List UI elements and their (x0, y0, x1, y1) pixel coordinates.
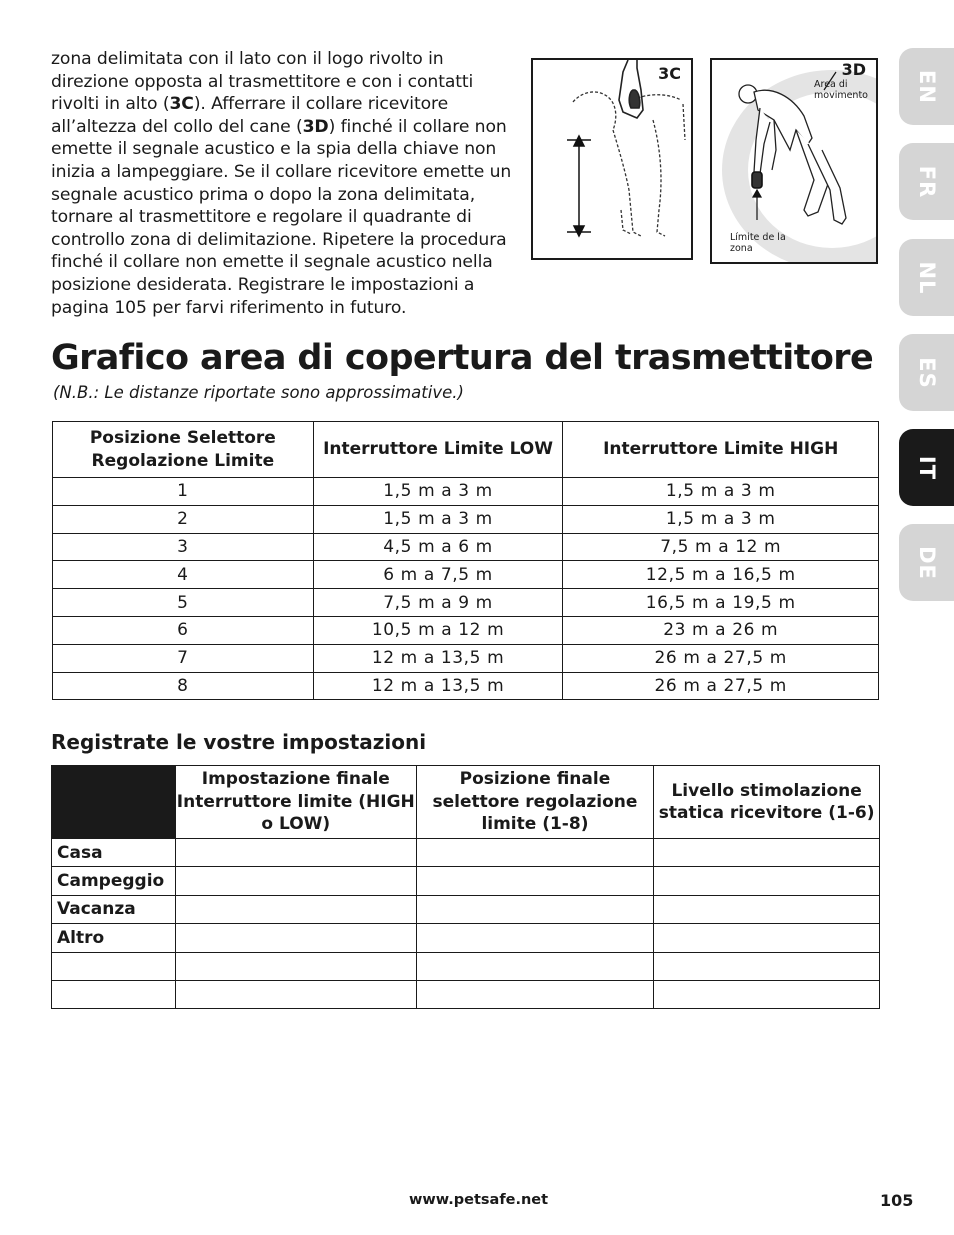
figure-3c (531, 58, 693, 260)
table-cell: 1,5 m a 3 m (313, 478, 563, 506)
figure-3d (710, 58, 878, 264)
settings-table (51, 765, 880, 1009)
coverage-table (52, 421, 879, 700)
entry-cell[interactable] (416, 867, 654, 895)
table-row (53, 478, 879, 506)
table-cell: 7 (53, 644, 314, 672)
entry-cell[interactable] (416, 895, 654, 923)
table-row (53, 589, 879, 617)
tab-fr[interactable] (899, 143, 954, 220)
table-cell: 5 (53, 589, 314, 617)
tab-it[interactable] (899, 429, 954, 506)
footer-url[interactable]: www.petsafe.net (409, 1192, 549, 1208)
tab-label: NL (914, 261, 939, 294)
entry-cell[interactable] (654, 980, 880, 1008)
table-cell: 4 (53, 561, 314, 589)
distance-note: (N.B.: Le distanze riportate sono approssimative.) (53, 383, 464, 402)
tab-label: DE (914, 545, 939, 580)
zone-limit-label: Límite de la zona (730, 232, 786, 254)
entry-cell[interactable] (416, 980, 654, 1008)
tab-es[interactable] (899, 334, 954, 411)
table-cell: 6 m a 7,5 m (313, 561, 563, 589)
intro-text-3: ) finché il collare non emette il segnale acustico e la spia della chiave non inizia a lampeggiare. Se il collare ricevitore emette un segnale acustico prima o dopo la zona delimitata, tornare al trasmettitore e regolare il quadrante di controllo zona di delimitazione. Ripetere la procedura finché il collare non emette il segnale acustico nella posizione desiderata. Registrare le impostazioni a pagina 105 per farvi riferimento in futuro. (51, 116, 512, 318)
intro-paragraph (51, 48, 526, 319)
table-cell: 16,5 m a 19,5 m (563, 589, 879, 617)
table-row (53, 616, 879, 644)
intro-text-1: zona delimitata con il lato con il logo rivolto in direzione opposta al trasmettitore e con i contatti rivolti in alto ( (51, 49, 474, 115)
table-cell: 7,5 m a 9 m (313, 589, 563, 617)
table-row (52, 895, 880, 923)
row-label (52, 952, 176, 980)
header-final-switch: Impostazione finale Interruttore limite (HIGH o LOW) (175, 766, 416, 839)
figure-ref-3d: 3D (302, 116, 329, 137)
table-cell: 8 (53, 672, 314, 700)
area-movement-label: Area di movimento (814, 79, 868, 101)
table-cell: 23 m a 26 m (563, 616, 879, 644)
coverage-table-header (53, 422, 879, 478)
entry-cell[interactable] (175, 924, 416, 952)
table-cell: 4,5 m a 6 m (313, 533, 563, 561)
row-label: Vacanza (52, 895, 176, 923)
table-row (53, 533, 879, 561)
table-cell: 10,5 m a 12 m (313, 616, 563, 644)
table-cell: 7,5 m a 12 m (563, 533, 879, 561)
row-label: Casa (52, 839, 176, 867)
table-row (52, 839, 880, 867)
table-row (53, 672, 879, 700)
tab-label: EN (914, 69, 939, 104)
row-label (52, 980, 176, 1008)
table-row (52, 952, 880, 980)
entry-cell[interactable] (175, 867, 416, 895)
entry-cell[interactable] (654, 895, 880, 923)
table-cell: 12 m a 13,5 m (313, 644, 563, 672)
table-row (52, 867, 880, 895)
tab-label: IT (914, 455, 939, 480)
entry-cell[interactable] (175, 839, 416, 867)
figure-3c-label: 3C (658, 64, 681, 83)
header-high-switch: Interruttore Limite HIGH (563, 422, 879, 478)
table-cell: 1 (53, 478, 314, 506)
table-cell: 6 (53, 616, 314, 644)
table-row (53, 644, 879, 672)
table-cell: 3 (53, 533, 314, 561)
settings-table-header (52, 766, 880, 839)
table-cell: 12 m a 13,5 m (313, 672, 563, 700)
entry-cell[interactable] (416, 952, 654, 980)
header-low-switch: Interruttore Limite LOW (313, 422, 563, 478)
tab-label: FR (914, 165, 939, 198)
table-cell: 26 m a 27,5 m (563, 644, 879, 672)
entry-cell[interactable] (654, 952, 880, 980)
page-number: 105 (880, 1191, 914, 1210)
header-selector-position: Posizione Selettore Regolazione Limite (53, 422, 314, 478)
table-cell: 2 (53, 505, 314, 533)
entry-cell[interactable] (175, 980, 416, 1008)
tab-en[interactable] (899, 48, 954, 125)
entry-cell[interactable] (654, 839, 880, 867)
table-row (53, 505, 879, 533)
row-label: Campeggio (52, 867, 176, 895)
tab-nl[interactable] (899, 239, 954, 316)
figure-ref-3c: 3C (169, 94, 194, 115)
table-cell: 26 m a 27,5 m (563, 672, 879, 700)
entry-cell[interactable] (654, 924, 880, 952)
header-stimulation-level: Livello stimolazione statica ricevitore (1-6) (654, 766, 880, 839)
table-cell: 1,5 m a 3 m (313, 505, 563, 533)
intro-text-2: ). Afferrare il collare ricevitore all’altezza del collo del cane ( (51, 94, 449, 137)
entry-cell[interactable] (175, 895, 416, 923)
table-row (52, 924, 880, 952)
settings-section-title: Registrate le vostre impostazioni (51, 730, 427, 754)
dog-collar-illustration (533, 60, 691, 258)
figure-3d-label: 3D (841, 60, 866, 79)
table-cell: 1,5 m a 3 m (563, 505, 879, 533)
entry-cell[interactable] (175, 952, 416, 980)
table-cell: 12,5 m a 16,5 m (563, 561, 879, 589)
tab-label: ES (914, 356, 939, 389)
entry-cell[interactable] (654, 867, 880, 895)
entry-cell[interactable] (416, 839, 654, 867)
header-blank-cell (52, 766, 176, 839)
row-label: Altro (52, 924, 176, 952)
header-final-selector: Posizione finale selettore regolazione limite (1-8) (416, 766, 654, 839)
table-row (53, 561, 879, 589)
table-cell: 1,5 m a 3 m (563, 478, 879, 506)
entry-cell[interactable] (416, 924, 654, 952)
tab-de[interactable] (899, 524, 954, 601)
table-row (52, 980, 880, 1008)
page-title: Grafico area di copertura del trasmettitore (51, 338, 874, 378)
